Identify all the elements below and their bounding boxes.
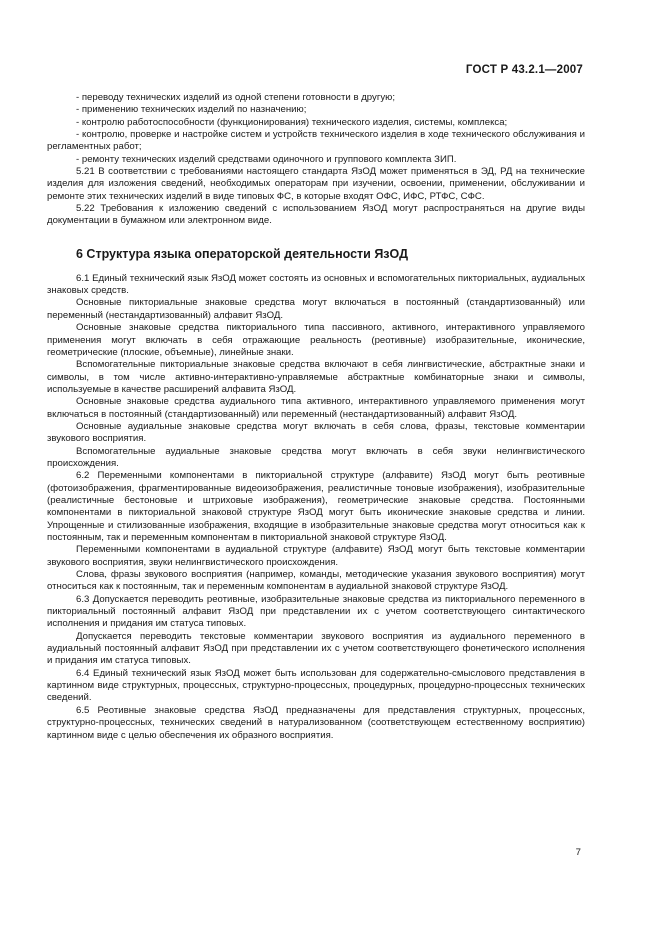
paragraph-6-5: 6.5 Реотивные знаковые средства ЯзОД предназначены для представления структурных, процессных, структурно-процессных, технических сведений в натурализованном (соответствующем естественному восприятию) картинном виде с целью обеспечения их образного восприятия.	[47, 704, 585, 741]
list-item: - контролю, проверке и настройке систем и устройств технического изделия в ходе технического обслуживания и регламентных работ;	[47, 129, 585, 153]
paragraph: Переменными компонентами в аудиальной структуре (алфавите) ЯзОД могут быть текстовые комментарии звукового восприятия, звуки нелингвистического происхождения.	[47, 544, 585, 568]
paragraph-6-3: 6.3 Допускается переводить реотивные, изобразительные знаковые средства из пикториального переменного в пикториальный постоянный алфавит ЯзОД при представлении их с учетом соответствующего синтактического исполнения и придания им статуса типовых.	[47, 593, 585, 630]
paragraph: Основные пикториальные знаковые средства могут включаться в постоянный (стандартизованный) или переменный (нестандартизованный) алфавит ЯзОД.	[47, 297, 585, 321]
list-item: - применению технических изделий по назначению;	[76, 104, 307, 116]
paragraph: Основные знаковые средства пикториального типа пассивного, активного, интерактивного управляемого применения могут включать в себя отражающие реальность (реотивные) изобразительные, иконические, геометрические (плоские, объемные), линейные знаки.	[47, 322, 585, 358]
list-item: - ремонту технических изделий средствами одиночного и группового комплекта ЗИП.	[76, 153, 457, 165]
paragraph: Вспомогательные аудиальные знаковые средства могут включать в себя звуки нелингвистического происхождения.	[47, 445, 585, 469]
paragraph-5-21: 5.21 В соответствии с требованиями настоящего стандарта ЯзОД может применяться в ЭД, РД на технические изделия для изложения сведений, необходимых операторам при изучении, освоении, применении, обслуживании и ремонте этих технических изделий в виде типовых ФС, в которые входят ОФС, ИФС, РТФС, СФС.	[47, 166, 585, 202]
paragraph: Основные аудиальные знаковые средства могут включать в себя слова, фразы, текстовые комментарии звукового восприятия.	[47, 420, 585, 445]
paragraph-6-4: 6.4 Единый технический язык ЯзОД может быть использован для содержательно-смыслового представления в картинном виде структурных, процессных, структурно-процессных, процедурных, процедурно-процессных технических сведений.	[47, 667, 585, 704]
list-item: - контролю работоспособности (функционирования) технического изделия, системы, комплекса;	[76, 116, 508, 128]
document-body	[47, 92, 585, 742]
paragraph-6-1: 6.1 Единый технический язык ЯзОД может состоять из основных и вспомогательных пикториальных, аудиальных знаковых средств.	[47, 272, 585, 297]
paragraph: Слова, фразы звукового восприятия (например, команды, методические указания звукового восприятия) могут относиться как к постоянным, так и переменным компонентам в аудиальной знаковой структуре ЯзОД.	[47, 569, 585, 593]
paragraph: Вспомогательные пикториальные знаковые средства включают в себя лингвистические, абстрактные знаки и символы, в том числе активно-интерактивно-управляемые абстрактные комбинаторные знаки и символы, используемые в качестве расширений алфавита ЯзОД.	[47, 359, 585, 395]
paragraph: Допускается переводить текстовые комментарии звукового восприятия из аудиального переменного в аудиальный постоянный алфавит ЯзОД при представлении их с учетом соответствующего фонетического исполнения и придания им статуса типовых.	[47, 630, 585, 667]
paragraph-6-2: 6.2 Переменными компонентами в пикториальной структуре (алфавите) ЯзОД могут быть реотивные (фотоизображения, фрагментированные видеоизображения, реалистичные тоновые изображения), изобразительные (реалистичные бестоновые и штриховые изображения), геометрические знаковые средства. Постоянными компонентами в пикториальной знаковой структуре ЯзОД могут быть иконические знаковые средства и линии. Упрощенные и стилизованные изображения, входящие в изобразительные знаковые средства могут относиться как к постоянным, так и переменным компонентам в пикториальной знаковой структуре ЯзОД.	[47, 470, 585, 543]
section-title: 6 Структура языка операторской деятельности ЯзОД	[76, 246, 408, 261]
page-number: 7	[575, 847, 581, 858]
document-code: ГОСТ Р 43.2.1—2007	[465, 64, 583, 76]
list-item: - переводу технических изделий из одной степени готовности в другую;	[76, 92, 395, 103]
paragraph: Основные знаковые средства аудиального типа активного, интерактивного управляемого применения могут включаться в постоянный (стандартизованный) или переменный (нестандартизованный) алфавит ЯзОД.	[47, 396, 585, 420]
paragraph-5-22: 5.22 Требования к изложению сведений с использованием ЯзОД могут распространяться на другие виды документации в бумажном или электронном виде.	[47, 203, 585, 227]
